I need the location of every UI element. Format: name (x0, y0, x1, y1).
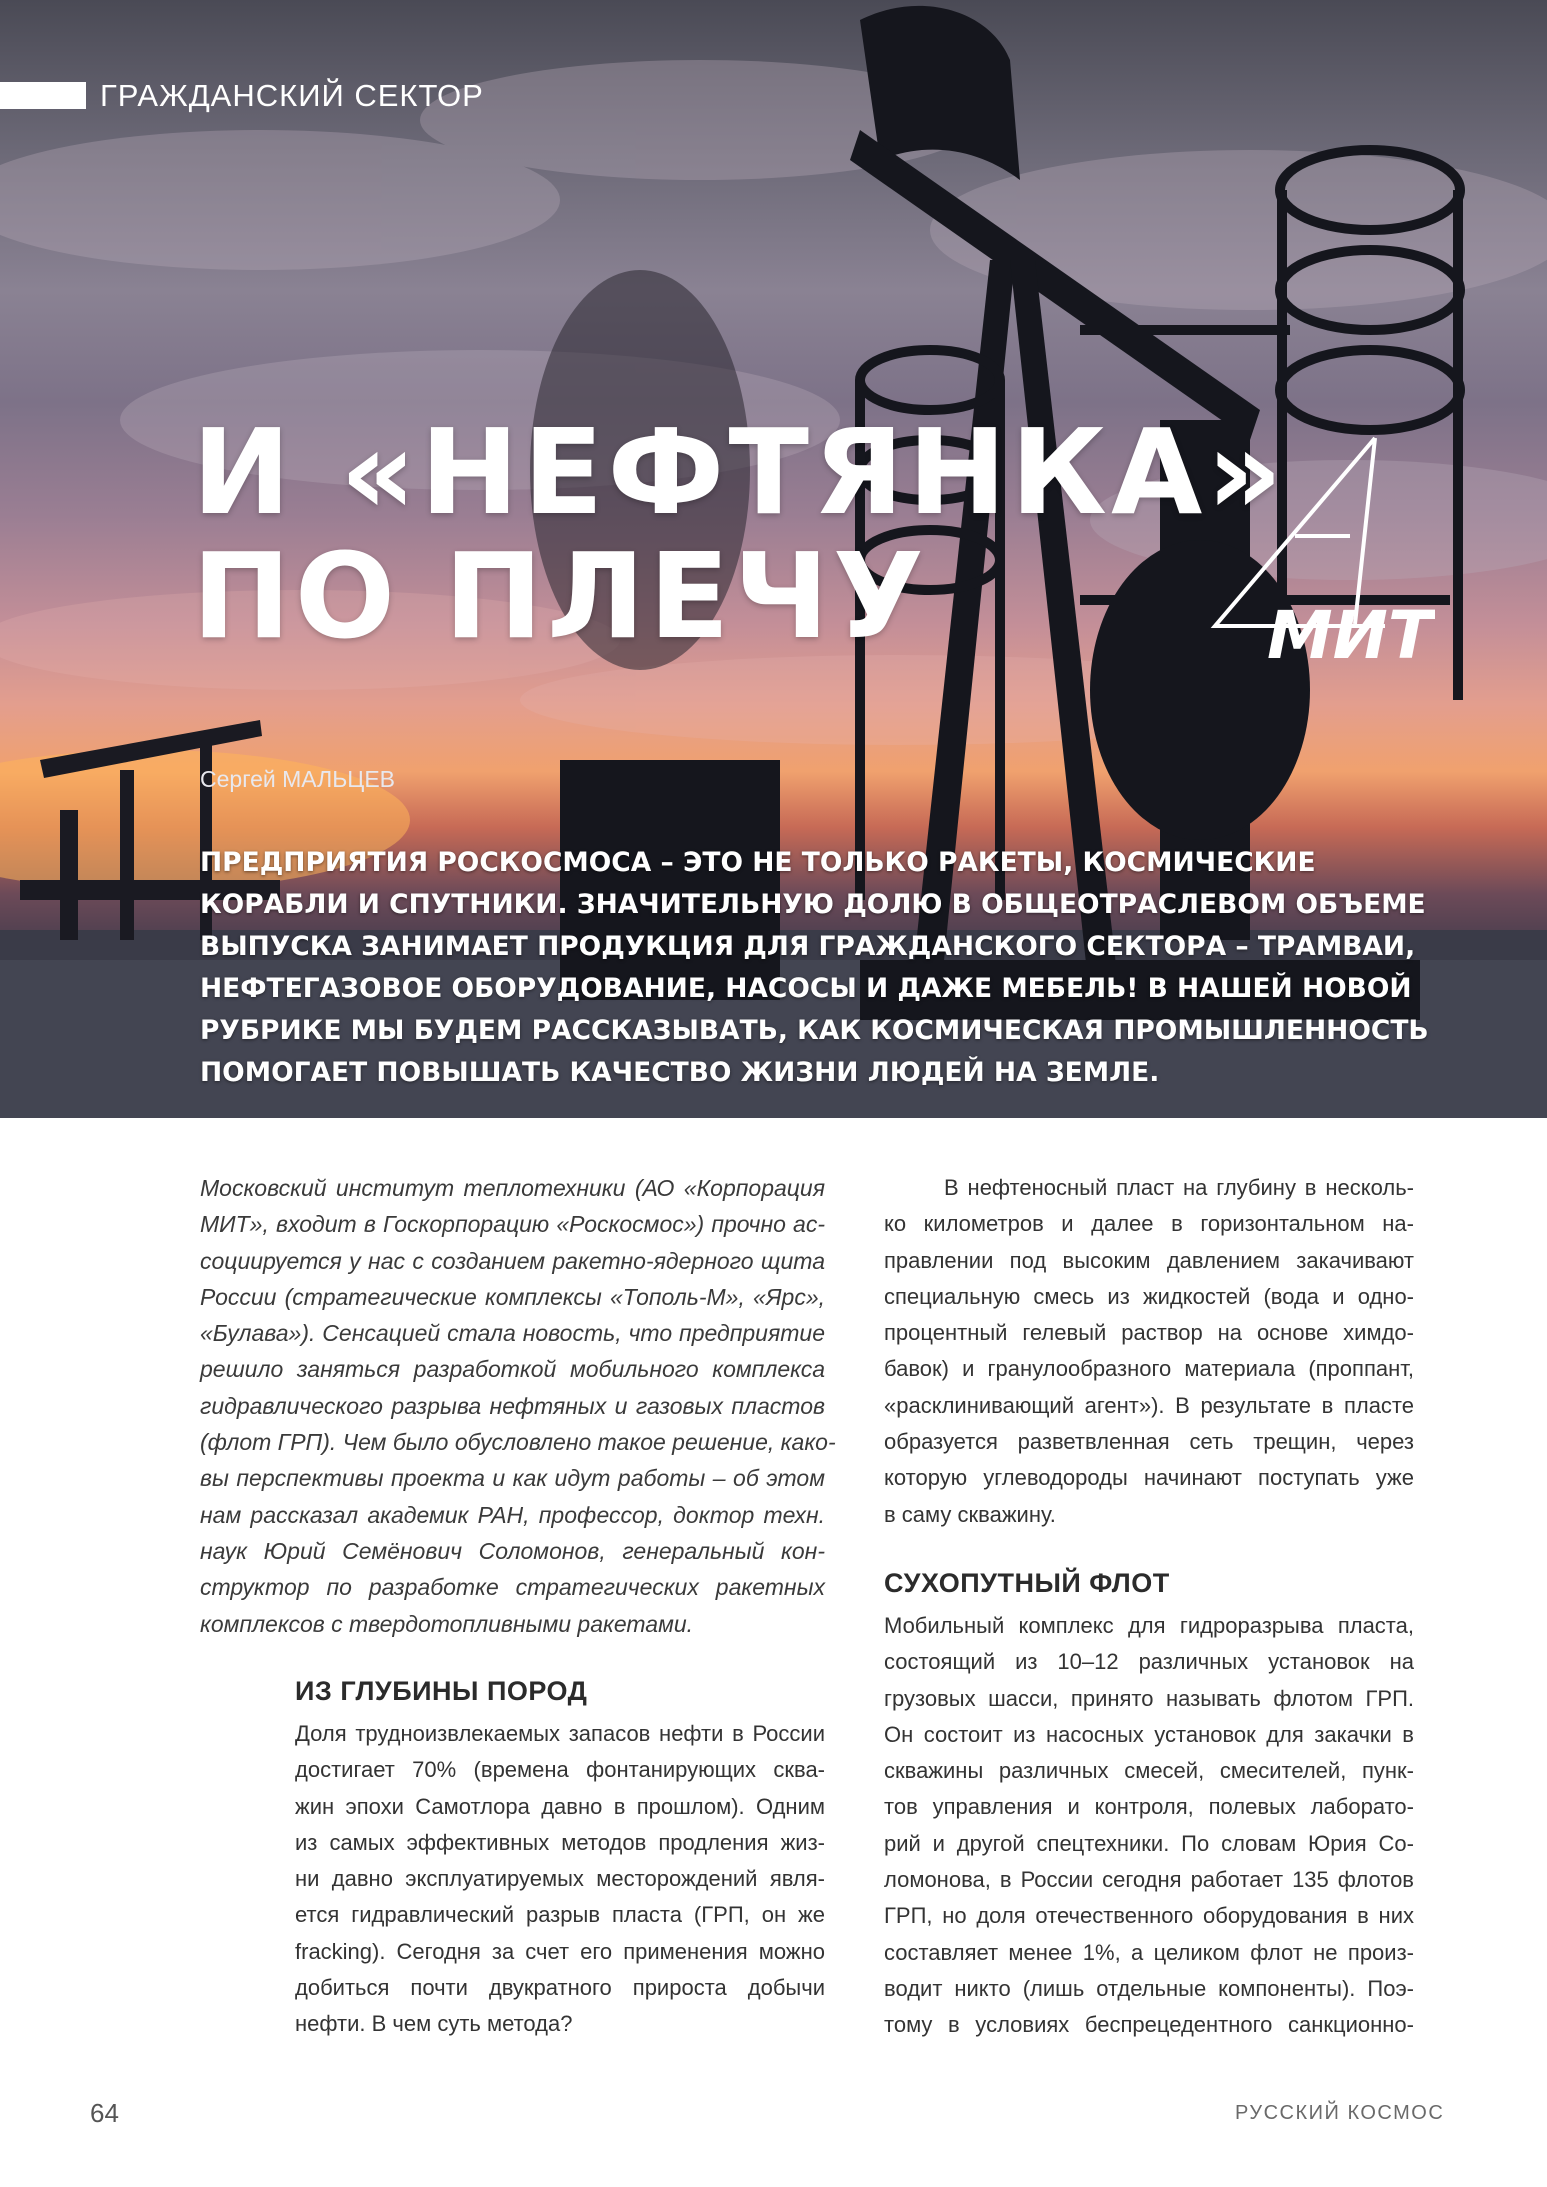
text-line: из самых эффективных методов продления жиз- (295, 1829, 825, 1855)
text-line: грузовых шасси, принято называть флотом ГРП. (884, 1685, 1414, 1711)
text-line: МИТ», входит в Госкорпорацию «Роскосмос») прочно ас- (200, 1211, 825, 1238)
text-line: правлении под высоким давлением закачивают (884, 1247, 1414, 1273)
section2-body (884, 1608, 1414, 2044)
text-line: ни давно эксплуатируемых месторождений явля- (295, 1866, 825, 1892)
text-line: достигает 70% (времена фонтанирующих сква- (295, 1757, 825, 1783)
text-line: Он состоит из насосных установок для закачки в (884, 1721, 1414, 1747)
text-line: нам рассказал академик РАН, профессор, доктор техн. (200, 1501, 825, 1528)
text-line: состоящий из 10–12 различных установок на (884, 1649, 1414, 1675)
text-line: водит никто (лишь отдельные компоненты). Поэ- (884, 1975, 1414, 2001)
text-line: Доля трудноизвлекаемых запасов нефти в России (295, 1721, 825, 1746)
text-line: рий и другой спецтехники. По словам Юрия Со- (884, 1830, 1414, 1856)
text-line: наук Юрий Семёнович Соломонов, генеральный кон- (200, 1537, 825, 1564)
text-line: В нефтеносный пласт на глубину в несколь- (944, 1175, 1414, 1200)
text-line: ломонова, в России сегодня работает 135 флотов (884, 1867, 1414, 1893)
text-line: «расклинивающий агент»). В результате в пласте (884, 1392, 1414, 1418)
text-line: специальную смесь из жидкостей (вода и одно- (884, 1283, 1414, 1309)
text-line: вы перспективы проекта и как идут работы – об этом (200, 1465, 825, 1492)
text-line: Мобильный комплекс для гидроразрыва пласта, (884, 1613, 1414, 1638)
text-line: тов управления и контроля, полевых лаборато- (884, 1794, 1414, 1820)
text-line: социируется у нас с созданием ракетно-ядерного щита (200, 1247, 825, 1274)
text-line: бавок) и гранулообразного материала (проппант, (884, 1356, 1414, 1382)
text-line: ко километров и далее в горизонтальном на- (884, 1211, 1414, 1237)
headline (192, 403, 1287, 665)
lead-line: ПРЕДПРИЯТИЯ РОСКОСМОСА – ЭТО НЕ ТОЛЬКО РАКЕТЫ, КОСМИЧЕСКИЕ (200, 847, 1316, 878)
text-line: Московский институт теплотехники (АО «Корпорация (200, 1175, 825, 1201)
text-line: комплексов с твердотопливными ракетами. (200, 1610, 694, 1637)
text-line: решило заняться разработкой мобильного комплекса (200, 1356, 825, 1383)
text-line: гидравлического разрыва нефтяных и газовых пластов (200, 1392, 825, 1419)
author: Сергей МАЛЬЦЕВ (200, 766, 395, 792)
text-line: образуется разветвленная сеть трещин, через (884, 1429, 1414, 1455)
text-line: (флот ГРП). Чем было обусловлено такое решение, како- (200, 1429, 836, 1456)
lead-line: РУБРИКЕ МЫ БУДЕМ РАССКАЗЫВАТЬ, КАК КОСМИЧЕСКАЯ ПРОМЫШЛЕННОСТЬ (200, 1015, 1429, 1046)
page-number: 64 (90, 2098, 119, 2128)
lead-line: КОРАБЛИ И СПУТНИКИ. ЗНАЧИТЕЛЬНУЮ ДОЛЮ В ОБЩЕОТРАСЛЕВОМ ОБЪЕМЕ (200, 889, 1426, 920)
text-line: в саму скважину. (884, 1501, 1056, 1527)
text-line: ется гидравлический разрыв пласта (ГРП, он же (295, 1902, 825, 1928)
column2-paragraph (884, 1170, 1414, 1533)
text-line: структор по разработке стратегических ракетных (200, 1574, 825, 1601)
text-line: тому в условиях беспрецедентного санкционно- (884, 2012, 1414, 2038)
logo-text: МИТ (1267, 597, 1433, 666)
text-line: которую углеводороды начинают поступать уже (884, 1465, 1414, 1491)
mit-logo (1175, 436, 1435, 666)
headline-line: ПО ПЛЕЧУ (192, 527, 928, 665)
text-line: нефти. В чем суть метода? (295, 2011, 573, 2037)
section-heading: ИЗ ГЛУБИНЫ ПОРОД (295, 1676, 588, 1706)
magazine-name: РУССКИЙ КОСМОС (1235, 2102, 1445, 2124)
lead-line: ПОМОГАЕТ ПОВЫШАТЬ КАЧЕСТВО ЖИЗНИ ЛЮДЕЙ НА ЗЕМЛЕ. (200, 1057, 1160, 1088)
text-line: «Булава»). Сенсацией стала новость, что предприятие (200, 1320, 825, 1347)
text-line: процентный гелевый раствор на основе химдо- (884, 1320, 1414, 1346)
text-line: жин эпохи Самотлора давно в прошлом). Одним (295, 1793, 825, 1819)
text-line: России (стратегические комплексы «Тополь-М», «Ярс», (200, 1283, 825, 1310)
intro-paragraph (200, 1170, 836, 1642)
headline-line: И «НЕФТЯНКА» (192, 403, 1287, 541)
section-marker-bar (0, 82, 86, 109)
text-line: ГРП, но доля отечественного оборудования в них (884, 1903, 1414, 1929)
text-line: добиться почти двукратного прироста добычи (295, 1975, 825, 2001)
lead-line: НЕФТЕГАЗОВОЕ ОБОРУДОВАНИЕ, НАСОСЫ И ДАЖЕ МЕБЕЛЬ! В НАШЕЙ НОВОЙ (200, 973, 1412, 1004)
text-line: составляет менее 1%, а целиком флот не произ- (884, 1939, 1414, 1965)
section1-body (295, 1716, 825, 2043)
text-line: скважины различных смесей, смесителей, пунк- (884, 1758, 1414, 1784)
text-line: fracking). Сегодня за счет его применения можно (295, 1938, 825, 1964)
lead-line: ВЫПУСКА ЗАНИМАЕТ ПРОДУКЦИЯ ДЛЯ ГРАЖДАНСКОГО СЕКТОРА – ТРАМВАИ, (200, 931, 1416, 962)
section-label: ГРАЖДАНСКИЙ СЕКТОР (100, 78, 484, 113)
lead-paragraph (200, 842, 1430, 1094)
section-heading: СУХОПУТНЫЙ ФЛОТ (884, 1568, 1170, 1598)
